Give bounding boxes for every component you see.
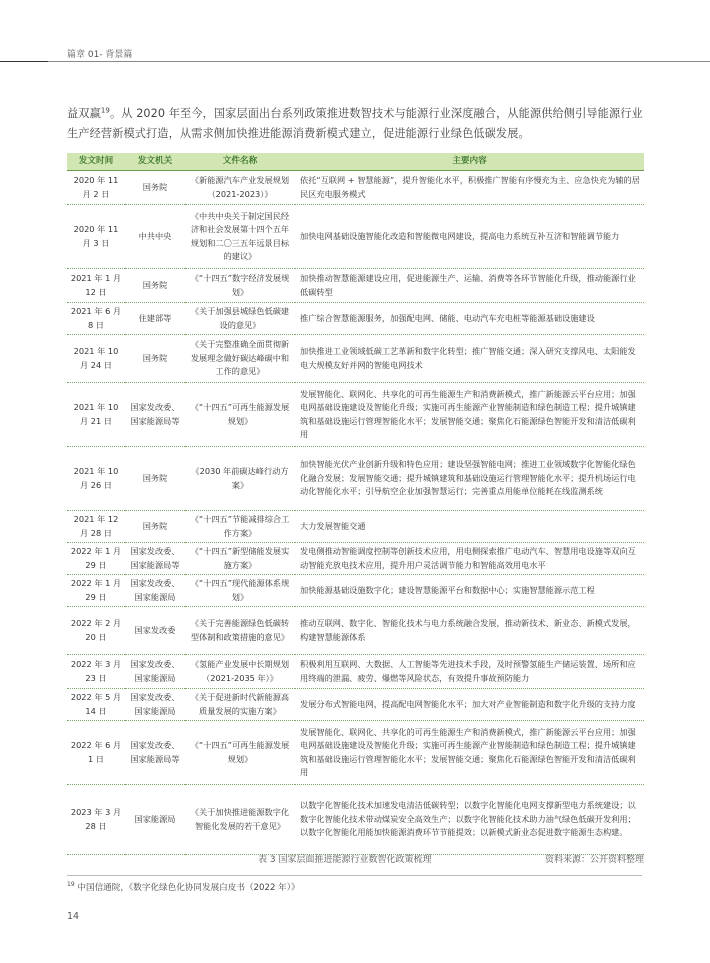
cell-name: 《“十四五”可再生能源发展规划》 [185, 721, 295, 785]
table-row [67, 575, 644, 607]
table-row [67, 655, 644, 689]
cell-content: 发展分布式智能电网，提高配电网智能化水平；加大对产业智能制造和数字化升级的支持力度 [295, 689, 644, 721]
cell-name: 《关于促进新时代新能源高质量发展的实施方案》 [185, 689, 295, 721]
header-date: 发文时间 [67, 153, 125, 171]
cell-name: 《“十四五”数字经济发展规划》 [185, 269, 295, 303]
cell-date: 2020 年 11 月 3 日 [67, 205, 125, 269]
cell-name: 《氢能产业发展中长期规划（2021-2035 年）》 [185, 655, 295, 689]
footnote-ref: 19 [67, 881, 75, 889]
header-content: 主要内容 [295, 153, 644, 171]
table-row [67, 721, 644, 785]
cell-agency: 国家发改委、国家能源局等 [125, 721, 185, 785]
cell-date: 2022 年 1 月 29 日 [67, 575, 125, 607]
cell-content: 推广综合智慧能源服务，加强配电网、储能、电动汽车充电桩等能源基础设施建设 [295, 303, 644, 335]
cell-content: 加快智能光伏产业创新升级和特色应用；建设坚强智能电网；推进工业领域数字化智能化绿色化融合发展；发展智能交通；提升城镇建筑和基础设施运行管理智能化水平；提升机场运行电动化智能化水平；引导航空企业加强智慧运行；完善重点用能单位能耗在线监测系统 [295, 447, 644, 511]
table-row [67, 303, 644, 335]
intro-footnote-ref: 19 [100, 106, 110, 115]
header-agency: 发文机关 [125, 153, 185, 171]
footnote-text: 中国信通院，《数字化绿色化协同发展白皮书（2022 年）》 [77, 883, 300, 893]
cell-date: 2021 年 10 月 24 日 [67, 335, 125, 383]
intro-lead: 益双赢 [67, 107, 101, 120]
cell-date: 2022 年 2 月 20 日 [67, 607, 125, 655]
table-row [67, 171, 644, 205]
cell-date: 2022 年 5 月 14 日 [67, 689, 125, 721]
intro-paragraph [67, 104, 647, 144]
cell-content: 加快推进工业领域低碳工艺革新和数字化转型；推广智能交通；深入研究支撑风电、太阳能发电大规模友好并网的智能电网技术 [295, 335, 644, 383]
cell-agency: 国家发改委、国家能源局等 [125, 543, 185, 575]
header-name: 文件名称 [185, 153, 295, 171]
cell-name: 《新能源汽车产业发展规划（2021-2023）》 [185, 171, 295, 205]
table-row [67, 543, 644, 575]
cell-content: 大力发展智能交通 [295, 511, 644, 543]
table-row [67, 785, 644, 855]
cell-date: 2022 年 1 月 29 日 [67, 543, 125, 575]
cell-agency: 国家发改委 [125, 607, 185, 655]
header-divider [0, 61, 710, 62]
cell-name: 《“十四五”现代能源体系规划》 [185, 575, 295, 607]
cell-name: 《关于加快推进能源数字化智能化发展的若干意见》 [185, 785, 295, 855]
cell-content: 发电侧推动智能调度控制等创新技术应用，用电侧探索推广电动汽车、智慧用电设施等双向互动智能充放电技术应用，提升用户灵活调节能力和智能高效用电水平 [295, 543, 644, 575]
table-row [67, 607, 644, 655]
cell-name: 《关于完善能源绿色低碳转型体制和政策措施的意见》 [185, 607, 295, 655]
cell-agency: 国务院 [125, 335, 185, 383]
table-row [67, 205, 644, 269]
cell-agency: 国家发改委、国家能源局等 [125, 383, 185, 447]
cell-content: 发展智能化、联网化、共享化的可再生能源生产和消费新模式，推广新能源云平台应用；加强电网基础设施建设及智能化升级；实施可再生能源产业智能制造和绿色制造工程；提升城镇建筑和基础设施运行管理智能化水平；发展智能交通；聚焦化石能源绿色智能开发和清洁低碳利用 [295, 721, 644, 785]
cell-date: 2021 年 10 月 21 日 [67, 383, 125, 447]
cell-date: 2022 年 3 月 23 日 [67, 655, 125, 689]
cell-name: 《关于完整准确全面贯彻新发展理念做好碳达峰碳中和工作的意见》 [185, 335, 295, 383]
table-header-row [67, 153, 644, 171]
cell-date: 2021 年 6 月 8 日 [67, 303, 125, 335]
cell-date: 2020 年 11 月 2 日 [67, 171, 125, 205]
cell-name: 《关于加强县城绿色低碳建设的意见》 [185, 303, 295, 335]
policy-table [67, 153, 644, 855]
cell-content: 加快推动智慧能源建设应用，促进能源生产、运输、消费等各环节智能化升级，推动能源行业低碳转型 [295, 269, 644, 303]
intro-text: 。从 2020 年至今，国家层面出台系列政策推进数智技术与能源行业深度融合，从能源供给侧引导能源行业生产经营新模式打造，从需求侧加快推进能源消费新模式建立，促进能源行业绿色低碳发展。 [67, 107, 643, 140]
cell-agency: 住建部等 [125, 303, 185, 335]
cell-name: 《“十四五”新型储能发展实施方案》 [185, 543, 295, 575]
cell-date: 2023 年 3 月 28 日 [67, 785, 125, 855]
footnote [67, 881, 300, 893]
cell-name: 《“十四五”节能减排综合工作方案》 [185, 511, 295, 543]
cell-content: 发展智能化、联网化、共享化的可再生能源生产和消费新模式，推广新能源云平台应用；加强电网基础设施建设及智能化升级；实施可再生能源产业智能制造和绿色制造工程；提升城镇建筑和基础设施运行管理智能化水平；发展智能交通；聚焦化石能源绿色智能开发和清洁低碳利用 [295, 383, 644, 447]
cell-date: 2021 年 12 月 28 日 [67, 511, 125, 543]
section-label: 篇章 01- 背景篇 [67, 50, 133, 60]
cell-agency: 国家发改委、国家能源局 [125, 575, 185, 607]
table-row [67, 689, 644, 721]
cell-agency: 国家发改委、国家能源局 [125, 689, 185, 721]
cell-agency: 国务院 [125, 447, 185, 511]
header-accent-line [0, 61, 48, 62]
cell-date: 2021 年 1 月 12 日 [67, 269, 125, 303]
cell-name: 《2030 年前碳达峰行动方案》 [185, 447, 295, 511]
table-row [67, 447, 644, 511]
cell-agency: 中共中央 [125, 205, 185, 269]
table-row [67, 383, 644, 447]
cell-content: 加快能源基础设施数字化；建设智慧能源平台和数据中心；实施智慧能源示范工程 [295, 575, 644, 607]
cell-content: 推动互联网、数字化、智能化技术与电力系统融合发展，推动新技术、新业态、新模式发展，构建智慧能源体系 [295, 607, 644, 655]
table-row [67, 511, 644, 543]
cell-content: 积极利用互联网、大数据、人工智能等先进技术手段，及时预警氢能生产储运装置、场所和应用终端的泄漏、疲劳、爆燃等风险状态，有效提升事故预防能力 [295, 655, 644, 689]
cell-agency: 国家能源局 [125, 785, 185, 855]
page-number: 14 [67, 911, 80, 922]
cell-agency: 国家发改委、国家能源局 [125, 655, 185, 689]
table-row [67, 269, 644, 303]
cell-name: 《中共中央关于制定国民经济和社会发展第十四个五年规划和二〇三五年远景目标的建议》 [185, 205, 295, 269]
cell-content: 加快电网基础设施智能化改造和智能微电网建设，提高电力系统互补互济和智能调节能力 [295, 205, 644, 269]
table-caption: 表 3 国家层面推进能源行业数智化政策梳理 [258, 855, 432, 865]
cell-content: 以数字化智能化技术加速发电清洁低碳转型；以数字化智能化电网支撑新型电力系统建设；以数字化智能化技术带动煤炭安全高效生产；以数字化智能化技术助力油气绿色低碳开发利用；以数字化智能化用能加快能源消费环节节能提效；以新模式新业态促进数字能源生态构建。 [295, 785, 644, 855]
table-source: 资料来源：公开资料整理 [544, 855, 644, 865]
cell-name: 《“十四五”可再生能源发展规划》 [185, 383, 295, 447]
cell-date: 2021 年 10 月 26 日 [67, 447, 125, 511]
cell-agency: 国务院 [125, 511, 185, 543]
cell-agency: 国务院 [125, 269, 185, 303]
cell-date: 2022 年 6 月 1 日 [67, 721, 125, 785]
cell-agency: 国务院 [125, 171, 185, 205]
footnote-divider [67, 875, 642, 876]
cell-content: 依托“互联网 + 智慧能源”，提升智能化水平，积极推广智能有序慢充为主、应急快充为辅的居民区充电服务模式 [295, 171, 644, 205]
table-row [67, 335, 644, 383]
